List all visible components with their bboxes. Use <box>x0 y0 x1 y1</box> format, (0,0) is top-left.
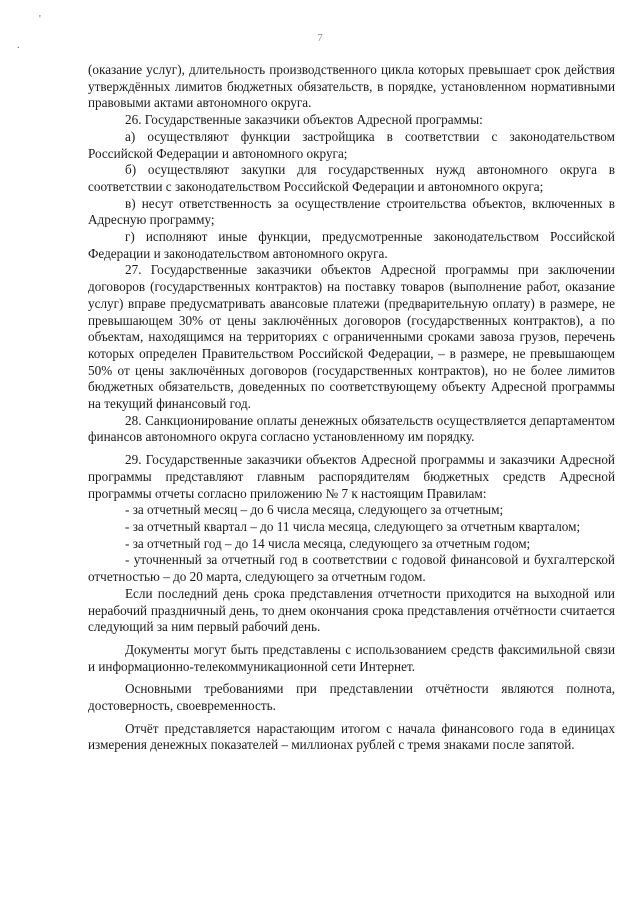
scan-dot: . <box>17 40 20 51</box>
clause-29-item-quarter: - за отчетный квартал – до 11 числа месяца, следующего за отчетным кварталом; <box>125 518 581 534</box>
clause-29-item-refined: - уточненный за отчетный год в соответствии с годовой финансовой и бухгалтерской отчетностью – до 20 марта, следующего за отчетным годом. <box>88 552 615 585</box>
page-number: 7 <box>317 32 323 44</box>
clause-26: 26. Государственные заказчики объектов Адресной программы: <box>125 112 483 128</box>
scan-dot: ' <box>39 14 41 25</box>
document-body <box>88 62 615 754</box>
clause-26-a: а) осуществляют функции застройщика в соответствии с законодательством Российской Федерации и автономного округа; <box>88 128 615 161</box>
clause-26-b: б) осуществляют закупки для государственных нужд автономного округа в соответствии с законодательством Российской Федерации и автономного округа; <box>88 162 615 194</box>
clause-26-g: г) исполняют иные функции, предусмотренные законодательством Российской Федерации и законодательством автономного округа. <box>88 229 615 261</box>
paragraph-continuation: (оказание услуг), длительность производственного цикла которых превышает срок действия утверждённых лимитов бюджетных обязательств, в порядке, установленном нормативными правовыми актами автономного округа. <box>88 62 615 111</box>
paragraph-requirements: Основными требованиями при представлении отчётности являются полнота, достоверность, своевременность. <box>88 681 615 714</box>
clause-28: 28. Санкционирование оплаты денежных обязательств осуществляется департаментом финансов автономного округа согласно установленному им порядку. <box>88 412 615 445</box>
clause-26-v: в) несут ответственность за осуществление строительства объектов, включенных в Адресную программу; <box>88 195 615 228</box>
clause-27: 27. Государственные заказчики объектов Адресной программы при заключении договоров (государственных контрактов) на поставку товаров (выполнение работ, оказание услуг) вправе предусматривать авансовые платежи (предварительную оплату) в размере, не превышающем 30% от цены заключённых договоров (государственных контрактов), а по объектам, находящимся на территориях с ограниченными сроками завоза грузов, перечень которых определен Правительством Российской Федерации, – в размере, не превышающем 50% от цены заключённых договоров (государственных контрактов), но не более лимитов бюджетных обязательств, доведенных по соответствующему объекту Адресной программы на текущий финансовый год. <box>88 262 615 412</box>
paragraph-report-units: Отчёт представляется нарастающим итогом с начала финансового года в единицах измерения денежных показателей – миллионах рублей с тремя знаками после запятой. <box>88 720 615 753</box>
clause-29-item-month: - за отчетный месяц – до 6 числа месяца, следующего за отчетным; <box>125 502 504 518</box>
clause-29: 29. Государственные заказчики объектов Адресной программы и заказчики Адресной программы представляют главным распорядителям бюджетных средств Адресной программы отчеты согласно приложению № 7 к настоящим Правилам: <box>88 452 615 501</box>
paragraph-deadline-holiday: Если последний день срока представления отчетности приходится на выходной или нерабочий праздничный день, то днем окончания срока представления отчётности считается следующий за ним первый рабочий день. <box>88 585 615 635</box>
clause-29-item-year: - за отчетный год – до 14 числа месяца, следующего за отчетным годом; <box>125 535 531 551</box>
paragraph-documents: Документы могут быть представлены с использованием средств факсимильной связи и информационно-телекоммуникационной сети Интернет. <box>88 641 615 674</box>
